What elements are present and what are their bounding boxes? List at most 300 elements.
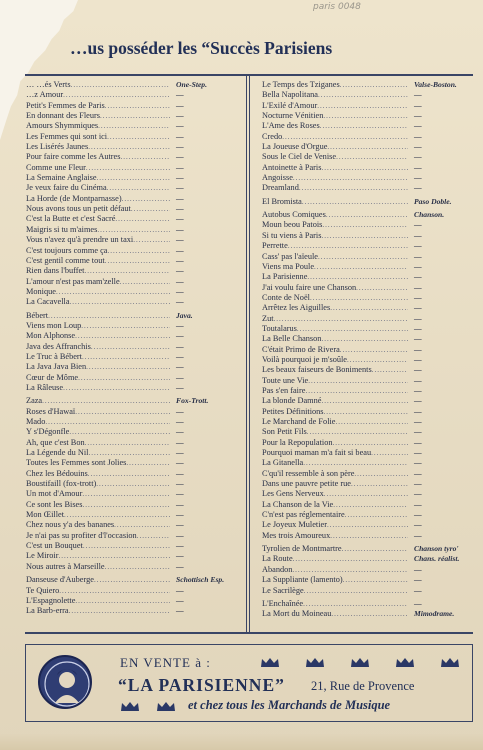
song-row bbox=[262, 220, 472, 230]
song-row bbox=[262, 90, 472, 100]
song-genre: — bbox=[414, 303, 422, 313]
song-row bbox=[262, 303, 472, 313]
song-row bbox=[262, 314, 472, 324]
leader-dots bbox=[107, 132, 170, 142]
song-title: Pas s'en faire bbox=[262, 385, 306, 395]
song-row bbox=[262, 183, 472, 193]
song-genre: — bbox=[176, 541, 184, 551]
leader-dots bbox=[105, 101, 170, 111]
song-title: L'Exilé d'Amour bbox=[262, 100, 318, 110]
song-row bbox=[262, 101, 472, 111]
song-row bbox=[262, 407, 472, 417]
song-genre: — bbox=[176, 372, 184, 382]
song-title: La Parisienne bbox=[262, 272, 308, 282]
leader-dots bbox=[356, 283, 408, 293]
leader-dots bbox=[340, 345, 408, 355]
column-divider bbox=[246, 76, 247, 632]
song-title: C'est la Butte et c'est Sacré bbox=[26, 214, 116, 224]
leader-dots bbox=[323, 111, 408, 121]
song-title: Te Quiero bbox=[26, 585, 60, 595]
leader-dots bbox=[69, 427, 170, 437]
song-row bbox=[262, 500, 472, 510]
leader-dots bbox=[321, 163, 408, 173]
leader-dots bbox=[324, 407, 408, 417]
song-genre: — bbox=[414, 100, 422, 110]
song-genre: — bbox=[176, 437, 184, 447]
leader-dots bbox=[88, 469, 170, 479]
song-genre: — bbox=[176, 427, 184, 437]
song-genre: — bbox=[414, 564, 422, 574]
song-genre: One-Step. bbox=[176, 80, 208, 89]
song-genre: — bbox=[414, 468, 422, 478]
song-row bbox=[26, 173, 234, 183]
song-row bbox=[26, 101, 234, 111]
song-row bbox=[26, 163, 234, 173]
song-row bbox=[262, 197, 472, 207]
leader-dots bbox=[293, 173, 408, 183]
leader-dots bbox=[75, 596, 170, 606]
song-row bbox=[26, 121, 234, 131]
song-genre: — bbox=[414, 152, 422, 162]
leader-dots bbox=[354, 469, 408, 479]
song-title: La Suppliante (lamento) bbox=[262, 575, 343, 585]
song-row bbox=[262, 142, 472, 152]
song-genre: — bbox=[176, 595, 184, 605]
song-genre: — bbox=[176, 100, 184, 110]
song-genre: — bbox=[176, 111, 184, 121]
song-genre: — bbox=[414, 162, 422, 172]
song-row bbox=[26, 489, 234, 499]
leader-dots bbox=[299, 183, 408, 193]
song-genre: — bbox=[176, 90, 184, 100]
leader-dots bbox=[282, 132, 408, 142]
song-genre: — bbox=[414, 131, 422, 141]
song-genre: — bbox=[176, 530, 184, 540]
leader-dots bbox=[351, 479, 408, 489]
song-genre: — bbox=[176, 362, 184, 372]
song-genre: — bbox=[414, 261, 422, 271]
song-row bbox=[262, 448, 472, 458]
song-genre: — bbox=[176, 561, 184, 571]
crown-icon bbox=[120, 701, 140, 712]
song-title: …z Amour bbox=[26, 90, 64, 100]
song-title: Pour la Repopulation bbox=[262, 437, 333, 447]
song-title: Abandon bbox=[262, 564, 293, 574]
song-row bbox=[262, 565, 472, 575]
song-genre: — bbox=[176, 276, 184, 286]
song-row bbox=[26, 266, 234, 276]
song-title: En donnant des Fleurs bbox=[26, 111, 100, 121]
song-row bbox=[262, 121, 472, 131]
song-row bbox=[26, 246, 234, 256]
song-genre: Chans. réalist. bbox=[414, 554, 460, 564]
song-genre: — bbox=[176, 417, 184, 426]
leader-dots bbox=[42, 396, 170, 406]
song-title: Le Joyeux Muletier bbox=[262, 520, 327, 530]
leader-dots bbox=[321, 396, 408, 406]
song-title: Les Gens Nerveux bbox=[262, 489, 324, 499]
song-title: La Semaine Anglaise bbox=[26, 173, 97, 183]
leader-dots bbox=[347, 355, 408, 365]
song-title: El Bromista bbox=[262, 196, 302, 206]
parisienne-medallion-icon bbox=[38, 655, 92, 709]
leader-dots bbox=[107, 246, 170, 256]
song-title: Bella Napolitana bbox=[262, 90, 318, 100]
crown-row bbox=[260, 657, 460, 668]
leader-dots bbox=[318, 90, 408, 100]
leader-dots bbox=[63, 383, 170, 393]
leader-dots bbox=[82, 352, 170, 362]
leader-dots bbox=[120, 277, 170, 287]
leader-dots bbox=[322, 220, 408, 230]
song-title: Comme une Fleur bbox=[26, 162, 86, 172]
song-row bbox=[26, 606, 234, 616]
leader-dots bbox=[120, 152, 170, 162]
song-genre: — bbox=[176, 606, 184, 616]
song-title: Vous n'avez qu'à prendre un taxi bbox=[26, 235, 134, 245]
song-title: Amours Shymmiques bbox=[26, 121, 99, 131]
song-genre: — bbox=[414, 575, 422, 585]
song-genre: — bbox=[414, 448, 422, 458]
leader-dots bbox=[320, 121, 408, 131]
song-title: Angoisse bbox=[262, 173, 293, 183]
bottom-rule bbox=[25, 632, 473, 634]
song-genre: — bbox=[176, 204, 184, 214]
song-genre: — bbox=[176, 341, 184, 351]
song-genre: — bbox=[414, 417, 422, 426]
song-genre: — bbox=[176, 520, 184, 530]
song-row bbox=[26, 562, 234, 572]
leader-dots bbox=[70, 297, 170, 307]
song-row bbox=[262, 111, 472, 121]
leader-dots bbox=[75, 331, 170, 341]
leader-dots bbox=[324, 489, 408, 499]
page-title: …us posséder les “Succès Parisiens bbox=[70, 38, 333, 58]
song-genre: — bbox=[414, 375, 422, 385]
leader-dots bbox=[88, 142, 170, 152]
song-genre: — bbox=[414, 251, 422, 261]
song-row bbox=[26, 142, 234, 152]
song-title: La Légende du Nil bbox=[26, 448, 89, 458]
song-row bbox=[262, 599, 472, 609]
song-title: La Cacavella bbox=[26, 297, 70, 307]
song-row bbox=[262, 241, 472, 251]
retailers-note: et chez tous les Marchands de Musique bbox=[188, 698, 391, 712]
page-edge bbox=[0, 734, 483, 750]
song-genre: — bbox=[414, 323, 422, 333]
song-title: Zaza bbox=[26, 396, 43, 406]
song-title: C'est un Bouquet bbox=[26, 541, 83, 551]
leader-dots bbox=[98, 121, 170, 131]
song-title: L'Espagnolette bbox=[26, 595, 76, 605]
song-title: Chez nous y'a des bananes bbox=[26, 520, 115, 530]
leader-dots bbox=[318, 252, 408, 262]
song-genre: — bbox=[176, 351, 184, 361]
song-row bbox=[262, 80, 472, 90]
song-title: Mon Œillet bbox=[26, 510, 65, 520]
song-title: Autobus Comiques bbox=[262, 210, 326, 220]
leader-dots bbox=[310, 293, 408, 303]
leader-dots bbox=[94, 575, 170, 585]
song-row bbox=[26, 510, 234, 520]
song-genre: — bbox=[414, 458, 422, 468]
song-genre: Mimodrame. bbox=[414, 609, 455, 619]
song-title: Cass' pas l'aïeule bbox=[262, 251, 318, 261]
leader-dots bbox=[292, 565, 408, 575]
song-title: Credo bbox=[262, 131, 283, 141]
leader-dots bbox=[321, 231, 408, 241]
song-title: La Java Java Bien bbox=[26, 362, 87, 372]
leader-dots bbox=[63, 90, 170, 100]
song-row bbox=[26, 225, 234, 235]
song-row bbox=[26, 448, 234, 458]
song-title: L'amour n'est pas mam'zelle bbox=[26, 276, 120, 286]
song-title: Nous autres à Marseille bbox=[26, 561, 105, 571]
song-row bbox=[26, 80, 234, 90]
song-row bbox=[262, 586, 472, 596]
song-row bbox=[262, 262, 472, 272]
leader-dots bbox=[307, 272, 408, 282]
song-genre: Paso Doble. bbox=[414, 196, 452, 206]
song-genre: — bbox=[176, 499, 184, 509]
song-row bbox=[262, 152, 472, 162]
song-title: C'est toujours comme ça bbox=[26, 245, 108, 255]
song-title: Les beaux faiseurs de Boniments bbox=[262, 365, 372, 375]
song-genre: — bbox=[414, 427, 422, 437]
song-row bbox=[262, 272, 472, 282]
song-title: Ah, que c'est Bon bbox=[26, 437, 85, 447]
song-genre: — bbox=[414, 396, 422, 406]
song-title: C'n'est pas réglementaire bbox=[262, 510, 345, 520]
leader-dots bbox=[105, 256, 170, 266]
leader-dots bbox=[126, 458, 170, 468]
song-title: Dreamland bbox=[262, 183, 299, 193]
song-genre: — bbox=[414, 499, 422, 509]
song-genre: — bbox=[176, 183, 184, 193]
song-title: L'Enchaînée bbox=[262, 598, 304, 608]
crown-icon bbox=[260, 657, 280, 668]
song-genre: — bbox=[176, 286, 184, 296]
song-row bbox=[26, 417, 234, 427]
song-row bbox=[262, 163, 472, 173]
leader-dots bbox=[100, 111, 170, 121]
song-row bbox=[26, 132, 234, 142]
song-row bbox=[26, 235, 234, 245]
song-genre: — bbox=[414, 121, 422, 131]
leader-dots bbox=[131, 204, 170, 214]
song-row bbox=[26, 383, 234, 393]
leader-dots bbox=[82, 489, 170, 499]
song-genre: — bbox=[176, 406, 184, 416]
song-title: C'est gentil comme tout bbox=[26, 255, 105, 265]
song-row bbox=[262, 293, 472, 303]
song-genre: — bbox=[414, 365, 422, 375]
leader-dots bbox=[317, 101, 408, 111]
song-title: Boustifaill (fox-trott) bbox=[26, 479, 97, 489]
leader-dots bbox=[305, 386, 408, 396]
song-title: La blonde Damné bbox=[262, 396, 322, 406]
song-title: Mon Alphonse bbox=[26, 331, 76, 341]
song-genre: — bbox=[176, 255, 184, 265]
song-row bbox=[262, 386, 472, 396]
leader-dots bbox=[45, 417, 170, 427]
song-title: Tyrolien de Montmartre bbox=[262, 544, 342, 554]
song-row bbox=[26, 204, 234, 214]
song-row bbox=[26, 342, 234, 352]
leader-dots bbox=[86, 362, 170, 372]
leader-dots bbox=[59, 586, 170, 596]
sale-notice bbox=[25, 644, 473, 722]
song-genre: — bbox=[414, 530, 422, 540]
song-row bbox=[262, 355, 472, 365]
song-title: … …és Verts bbox=[26, 80, 71, 89]
song-title: Roses d'Hawaï bbox=[26, 406, 76, 416]
song-title: La Chanson de la Vie bbox=[262, 499, 334, 509]
song-row bbox=[26, 427, 234, 437]
song-row bbox=[262, 396, 472, 406]
song-row bbox=[262, 609, 472, 619]
song-row bbox=[262, 489, 472, 499]
song-row bbox=[26, 541, 234, 551]
song-genre: — bbox=[176, 193, 184, 203]
song-genre: — bbox=[176, 331, 184, 341]
song-title: Nous avons tous un petit défaut bbox=[26, 204, 131, 214]
song-title: La Mort du Moineau bbox=[262, 609, 332, 619]
song-row bbox=[26, 438, 234, 448]
leader-dots bbox=[327, 520, 408, 530]
song-row bbox=[26, 373, 234, 383]
song-genre: — bbox=[176, 235, 184, 245]
song-row bbox=[26, 331, 234, 341]
song-genre: — bbox=[414, 385, 422, 395]
song-title: L'Ame des Roses bbox=[262, 121, 320, 131]
song-row bbox=[26, 520, 234, 530]
song-genre: — bbox=[176, 510, 184, 520]
leader-dots bbox=[85, 438, 170, 448]
song-genre: — bbox=[414, 230, 422, 240]
song-title: Chez les Bédouins bbox=[26, 468, 88, 478]
song-genre: — bbox=[414, 510, 422, 520]
crown-icon bbox=[350, 657, 370, 668]
leader-dots bbox=[137, 531, 170, 541]
leader-dots bbox=[336, 152, 408, 162]
song-row bbox=[26, 152, 234, 162]
song-row bbox=[26, 214, 234, 224]
song-genre: — bbox=[176, 468, 184, 478]
song-row bbox=[26, 352, 234, 362]
leader-dots bbox=[48, 311, 170, 321]
leader-dots bbox=[304, 586, 408, 596]
song-row bbox=[26, 575, 234, 585]
song-row bbox=[262, 324, 472, 334]
song-row bbox=[262, 544, 472, 554]
song-genre: — bbox=[176, 297, 184, 307]
song-title: Ce sont les Bises bbox=[26, 499, 83, 509]
song-genre: — bbox=[414, 241, 422, 251]
song-title: Je n'ai pas su profiter d'l'occasion bbox=[26, 530, 137, 540]
leader-dots bbox=[303, 599, 408, 609]
song-title: La Route bbox=[262, 554, 293, 564]
song-title: Y s'Dégonfle bbox=[26, 427, 70, 437]
leader-dots bbox=[297, 324, 408, 334]
leader-dots bbox=[82, 500, 170, 510]
song-title: Sous le Ciel de Venise bbox=[262, 152, 337, 162]
song-row bbox=[26, 596, 234, 606]
song-genre: — bbox=[176, 121, 184, 131]
song-genre: — bbox=[414, 142, 422, 152]
song-row bbox=[26, 194, 234, 204]
leader-dots bbox=[96, 479, 170, 489]
song-genre: Valse-Boston. bbox=[414, 80, 457, 89]
leader-dots bbox=[85, 266, 171, 276]
song-row bbox=[262, 427, 472, 437]
pencil-note: paris 0048 bbox=[313, 2, 361, 12]
column-divider-inner bbox=[249, 76, 250, 632]
leader-dots bbox=[97, 225, 170, 235]
leader-dots bbox=[88, 448, 170, 458]
song-title: Un mot d'Amour bbox=[26, 489, 83, 499]
leader-dots bbox=[314, 262, 408, 272]
song-title: Toutes les Femmes sont Jolies bbox=[26, 458, 127, 468]
crown-row-small bbox=[120, 701, 176, 712]
song-title: C'qu'il ressemble à son père bbox=[262, 468, 355, 478]
song-genre: — bbox=[176, 152, 184, 162]
song-genre: — bbox=[414, 598, 422, 608]
song-genre: — bbox=[176, 479, 184, 489]
leader-dots bbox=[288, 241, 408, 251]
song-row bbox=[262, 575, 472, 585]
leader-dots bbox=[293, 554, 408, 564]
song-genre: — bbox=[414, 272, 422, 282]
song-genre: — bbox=[414, 354, 422, 364]
leader-dots bbox=[330, 531, 408, 541]
crown-icon bbox=[440, 657, 460, 668]
shop-name: “LA PARISIENNE” bbox=[118, 675, 285, 695]
leader-dots bbox=[342, 544, 408, 554]
song-title: Antoinette à Paris bbox=[262, 162, 322, 172]
song-title: Les Lisérés Jaunes bbox=[26, 142, 89, 152]
song-genre: — bbox=[176, 214, 184, 224]
leader-dots bbox=[371, 448, 408, 458]
leader-dots bbox=[274, 314, 408, 324]
song-genre: — bbox=[176, 266, 184, 276]
song-row bbox=[26, 458, 234, 468]
song-row bbox=[26, 407, 234, 417]
leader-dots bbox=[86, 163, 170, 173]
song-title: Arrêtez les Aiguilles bbox=[262, 303, 331, 313]
song-row bbox=[262, 479, 472, 489]
song-title: La Barb-erra bbox=[26, 606, 69, 616]
song-row bbox=[262, 345, 472, 355]
leader-dots bbox=[97, 173, 170, 183]
song-row bbox=[262, 531, 472, 541]
song-row bbox=[26, 321, 234, 331]
song-title: Les Femmes qui sont ici bbox=[26, 131, 108, 141]
song-title: Nocturne Vénitien bbox=[262, 111, 324, 121]
song-row bbox=[262, 458, 472, 468]
song-title: Monique bbox=[26, 286, 56, 296]
song-genre: — bbox=[176, 382, 184, 392]
song-genre: — bbox=[414, 406, 422, 416]
shop-address: 21, Rue de Provence bbox=[311, 679, 415, 693]
leader-dots bbox=[59, 551, 171, 561]
leader-dots bbox=[326, 210, 408, 220]
song-row bbox=[262, 252, 472, 262]
song-title: Pour faire comme les Autres bbox=[26, 152, 121, 162]
song-title: Cœur de Môme bbox=[26, 372, 79, 382]
song-row bbox=[26, 362, 234, 372]
song-title: Viens ma Poule bbox=[262, 261, 315, 271]
